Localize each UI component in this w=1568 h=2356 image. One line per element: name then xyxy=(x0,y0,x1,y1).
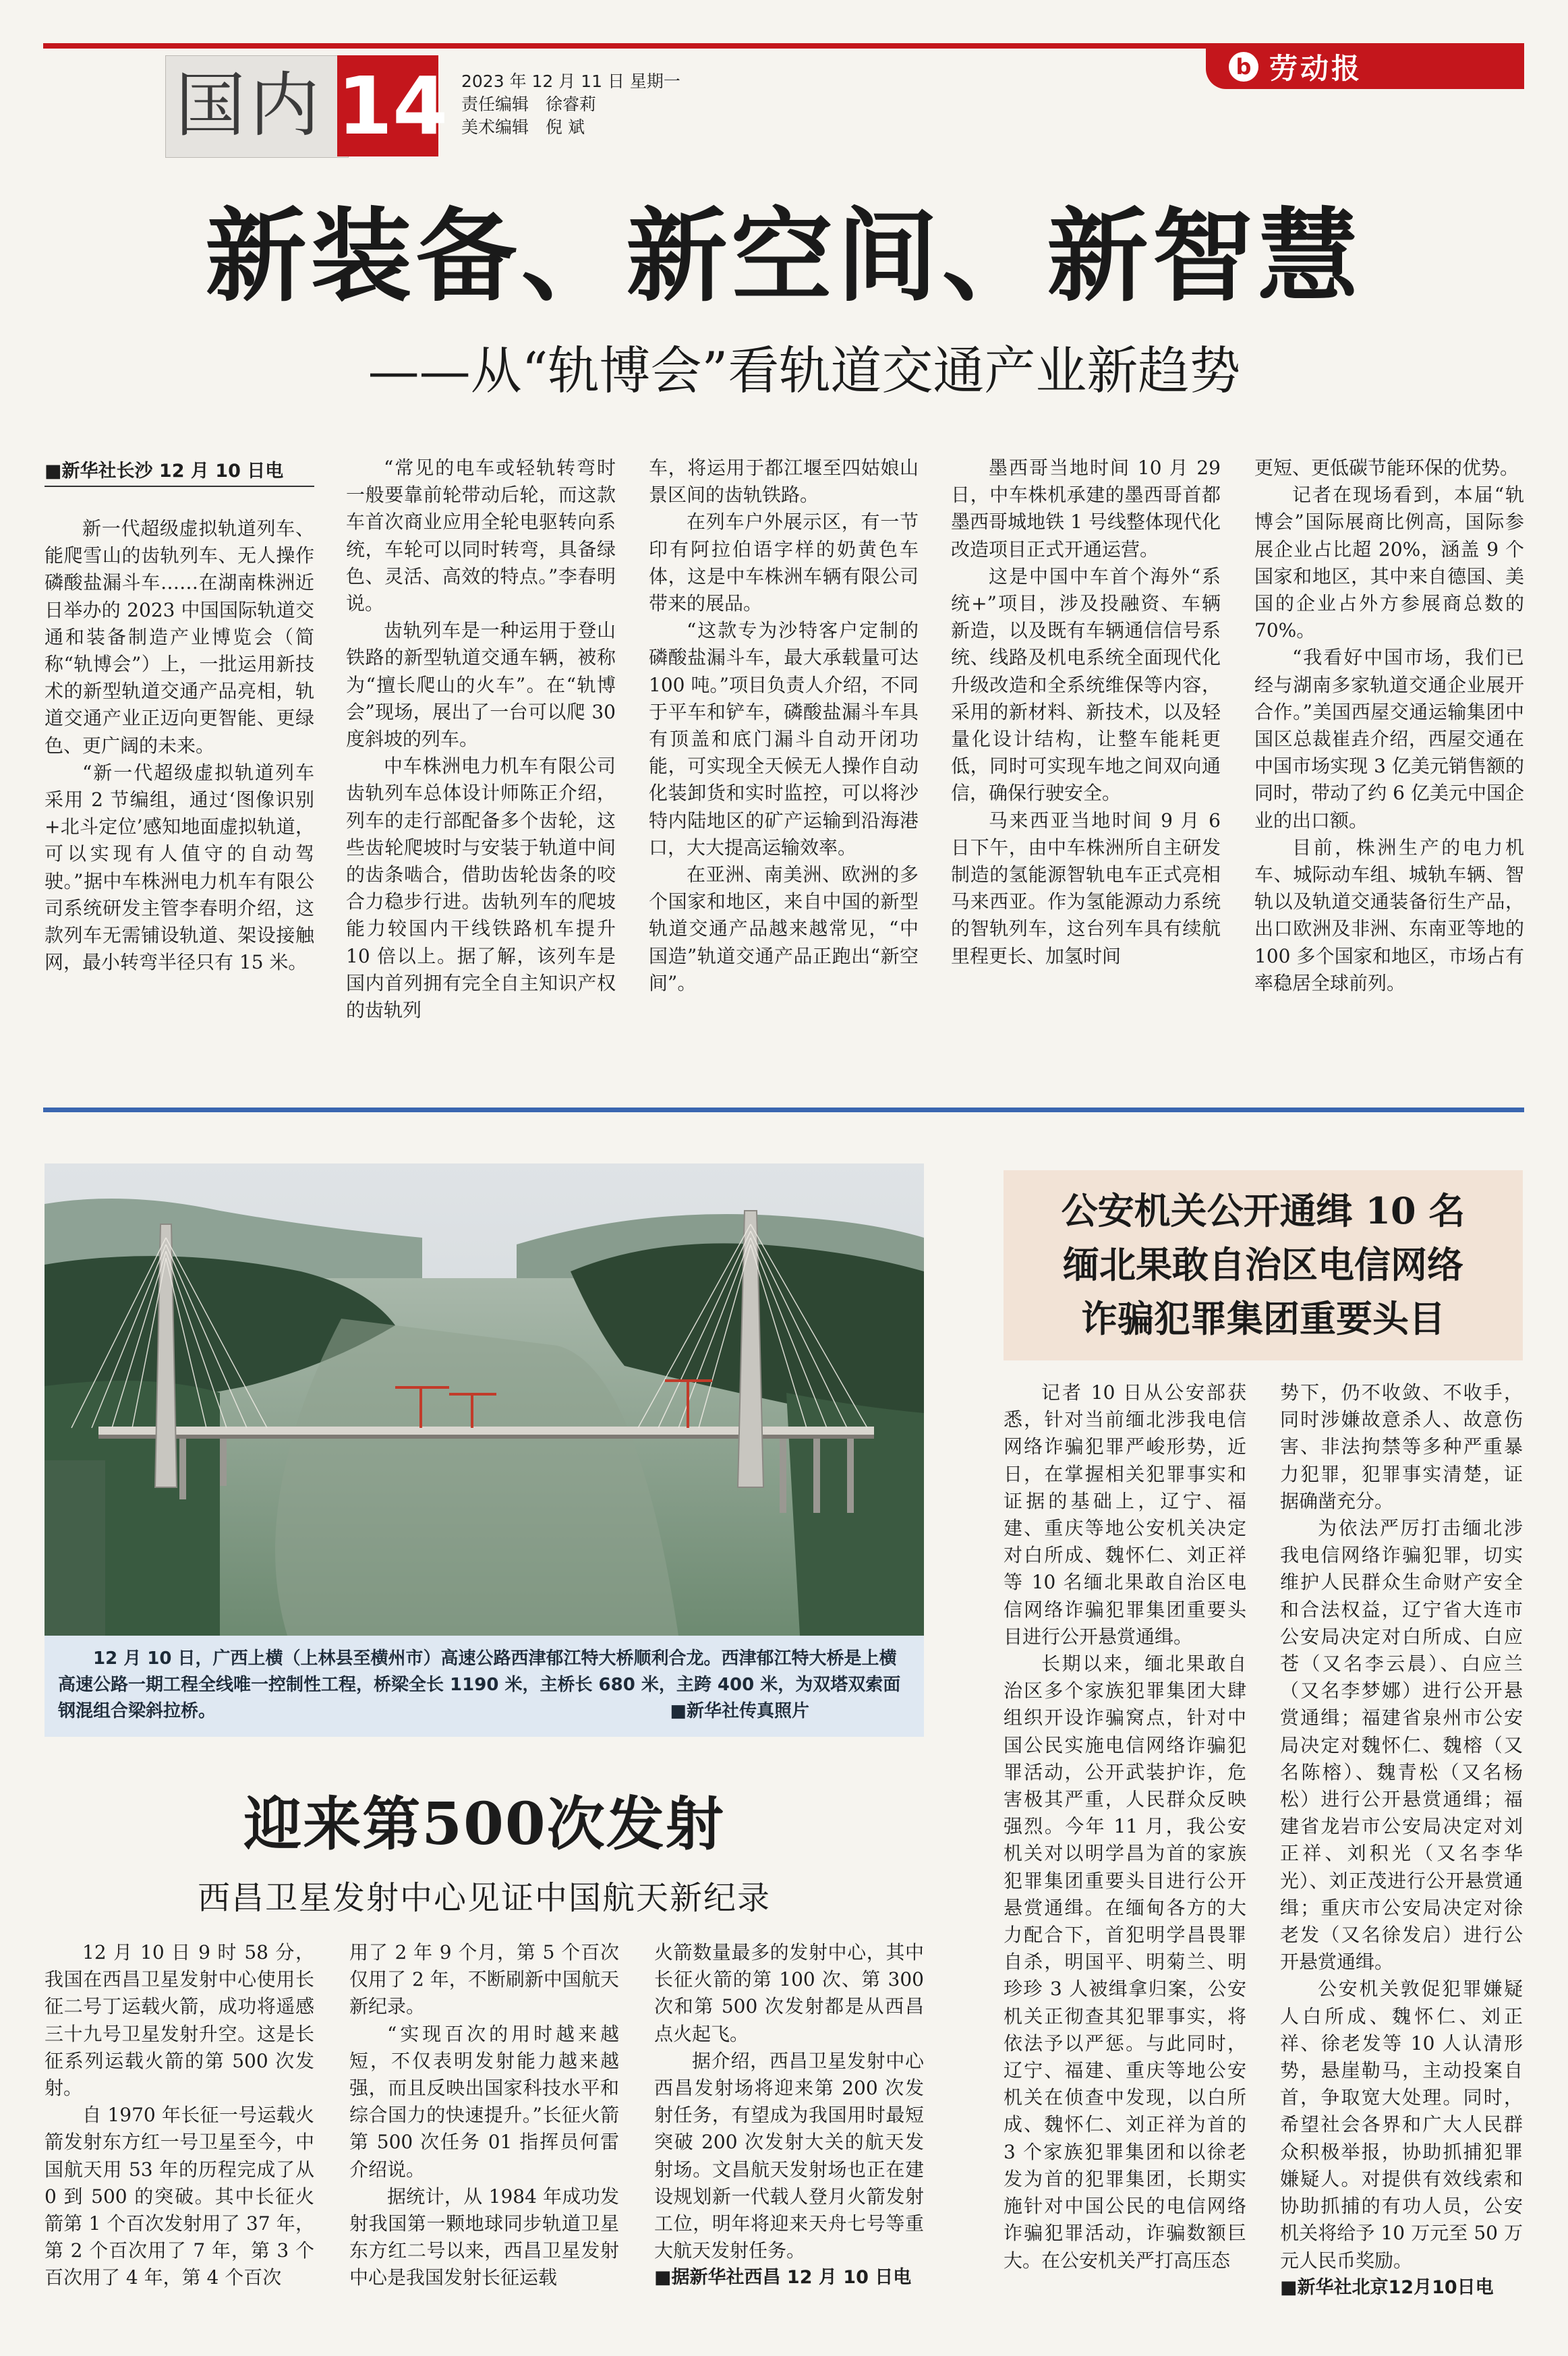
lead-column-3 xyxy=(649,455,919,997)
paragraph: 记者 10 日从公安部获悉，针对当前缅北涉我电信网络诈骗犯罪严峻形势，近日，在掌握相关犯罪事实和证据的基础上，辽宁、福建、重庆等地公安机关决定对白所成、魏怀仁、刘正祥等 10 名缅北果敢自治区电信网络诈骗犯罪集团重要头目进行公开悬赏通缉。 xyxy=(1004,1381,1246,1648)
photo-caption xyxy=(58,1646,910,1725)
paragraph: 火箭数量最多的发射中心，其中长征火箭的第 100 次、第 300 次和第 500 次发射都是从西昌点火起飞。 xyxy=(654,1941,924,2045)
paragraph: 马来西亚当地时间 9 月 6 日下午，由中车株洲所自主研发制造的氢能源智轨电车正式亮相马来西亚。作为氢能源动力系统的智轨列车，这台列车具有续航里程更长、加氢时间 xyxy=(951,809,1221,967)
issue-date: 2023 年 12 月 11 日 星期一 xyxy=(461,71,680,91)
paragraph: 在亚洲、南美洲、欧洲的多个国家和地区，来自中国的新型轨道交通产品越来越常见，“中国造”轨道交通产品正跑出“新空间”。 xyxy=(649,863,919,994)
police-column-1 xyxy=(1004,1379,1246,2274)
section-name: 国内 xyxy=(175,64,324,146)
launch-column-1 xyxy=(45,1939,314,2292)
paragraph: 据统计，从 1984 年成功发射我国第一颗地球同步轨道卫星东方红二号以来，西昌卫星发射中心是我国发射长征运载 xyxy=(349,2185,619,2289)
police-headline xyxy=(1004,1184,1523,1346)
launch-column-2 xyxy=(349,1939,619,2292)
lead-column-5 xyxy=(1254,455,1524,997)
paragraph: “我看好中国市场，我们已经与湖南多家轨道交通企业展开合作。”美国西屋交通运输集团中国区总裁崔垚介绍，西屋交通在中国市场实现 3 亿美元销售额的同时，带动了约 6 亿美元中国企业的出口额。 xyxy=(1254,646,1524,832)
police-dateline: ■新华社北京12月10日电 xyxy=(1280,2276,1494,2298)
lead-column-1 xyxy=(45,460,314,976)
paragraph: 更短、更低碳节能环保的优势。 xyxy=(1254,457,1519,479)
b-logo-icon: b xyxy=(1229,52,1258,82)
paragraph: 自 1970 年长征一号运载火箭发射东方红一号卫星至今，中国航天用 53 年的历程完成了从 0 到 500 的突破。其中长征火箭第 1 个百次发射用了 37 年，第 2 个百次用了 7 年，第 3 个百次用了 4 年，第 4 个百次 xyxy=(45,2104,314,2289)
police-column-2 xyxy=(1280,1379,1523,2301)
paragraph: 长期以来，缅北果敢自治区多个家族犯罪集团大肆组织开设诈骗窝点，针对中国公民实施电信网络诈骗犯罪活动，公开武装护诈，危害极其严重，人民群众反映强烈。今年 11 月，我公安机关对以明学昌为首的家族犯罪集团重要头目进行公开悬赏通缉。在缅甸各方的大力配合下，首犯明学昌畏罪自杀，明国平、明菊兰、明珍珍 3 人被缉拿归案，公安机关正彻查其犯罪事实，将依法予以严惩。与此同时，辽宁、福建、重庆等地公安机关在侦查中发现，以白所成、魏怀仁、刘正祥为首的 3 个家族犯罪集团和以徐老发为首的犯罪集团，长期实施针对中国公民的电信网络诈骗犯罪活动，诈骗数额巨大。在公安机关严打高压态 xyxy=(1004,1653,1246,2272)
bridge-photo-illustration xyxy=(45,1163,924,1636)
paragraph: 这是中国中车首个海外“系统+”项目，涉及投融资、车辆新造，以及既有车辆通信信号系统、线路及机电系统全面现代化升级改造和全系统维保等内容，采用的新材料、新技术，以及轻量化设计结构，让整车能耗更低，同时可实现车地之间双向通信，确保行驶安全。 xyxy=(951,565,1221,805)
responsible-editor: 责任编辑 徐睿莉 xyxy=(461,94,597,114)
launch-headline: 迎来第500次发射 xyxy=(243,1790,725,1858)
paragraph: 目前，株洲生产的电力机车、城际动车组、城轨车辆、智轨以及轨道交通装备衍生产品，出口欧洲及非洲、东南亚等地的 100 多个国家和地区，市场占有率稳居全球前列。 xyxy=(1254,836,1524,994)
newspaper-logo[interactable] xyxy=(1206,45,1524,89)
lead-headline: 新装备、新空间、新智慧 xyxy=(205,197,1363,316)
paragraph: 齿轨列车是一种运用于登山铁路的新型轨道交通车辆，被称为“擅长爬山的火车”。在“轨博会”现场，展出了一台可以爬 30 度斜坡的列车。 xyxy=(346,619,616,751)
paragraph: 墨西哥当地时间 10 月 29 日，中车株机承建的墨西哥首都墨西哥城地铁 1 号线整体现代化改造项目正式开通运营。 xyxy=(951,457,1221,561)
paragraph: 在列车户外展示区，有一节印有阿拉伯语字样的奶黄色车体，这是中车株洲车辆有限公司带来的展品。 xyxy=(649,511,919,615)
page-number: 14 xyxy=(337,55,438,156)
art-editor: 美术编辑 倪 斌 xyxy=(461,117,585,137)
lead-dateline: ■新华社长沙 12 月 10 日电 xyxy=(45,460,314,487)
police-headline-line: 诈骗犯罪集团重要头目 xyxy=(1081,1297,1445,1340)
section-divider xyxy=(43,1108,1524,1112)
paragraph: 中车株洲电力机车有限公司齿轨列车总体设计师陈正介绍，列车的走行部配备多个齿轮，这些齿轮爬坡时与安装于轨道中间的齿条啮合，借助齿轮齿条的咬合力稳步行进。齿轨列车的爬坡能力较国内干线铁路机车提升 10 倍以上。据了解，该列车是国内首列拥有完全自主知识产权的齿轨列 xyxy=(346,755,616,1022)
paragraph: “这款专为沙特客户定制的磷酸盐漏斗车，最大承载量可达 100 吨。”项目负责人介绍，不同于平车和铲车，磷酸盐漏斗车具有顶盖和底门漏斗自动开闭功能，可实现全天候无人操作自动化装卸货和实时监控，可以将沙特内陆地区的矿产运输到沿海港口，大大提高运输效率。 xyxy=(649,619,919,859)
lead-subheadline: ——从“轨博会”看轨道交通产业新趋势 xyxy=(368,341,1241,401)
launch-column-3 xyxy=(654,1939,924,2292)
newspaper-name: 劳动报 xyxy=(1269,52,1363,85)
lead-column-4 xyxy=(951,455,1221,970)
paragraph: 用了 2 年 9 个月，第 5 个百次仅用了 2 年，不断刷新中国航天新纪录。 xyxy=(349,1941,619,2018)
paragraph: “常见的电车或轻轨转弯时一般要靠前轮带动后轮，而这款车首次商业应用全轮电驱转向系统，车轮可以同时转弯，具备绿色、灵活、高效的特点。”李春明说。 xyxy=(346,457,616,615)
police-headline-line: 公安机关公开通缉 10 名 xyxy=(1061,1189,1465,1232)
photo-credit: ■新华社传真照片 xyxy=(670,1701,809,1721)
paragraph: 12 月 10 日 9 时 58 分，我国在西昌卫星发射中心使用长征二号丁运载火箭，成功将遥感三十九号卫星发射升空。这是长征系列运载火箭的第 500 次发射。 xyxy=(45,1941,314,2100)
photo-caption-text: 12 月 10 日，广西上横（上林县至横州市）高速公路西津郁江特大桥顺利合龙。西津郁江特大桥是上横高速公路一期工程全线唯一控制性工程，桥梁全长 1190 米，主桥长 680 米，主跨 400 米，为双塔双索面钢混组合梁斜拉桥。 xyxy=(58,1648,901,1721)
bridge-photo[interactable] xyxy=(45,1163,924,1636)
paragraph: 公安机关敦促犯罪嫌疑人白所成、魏怀仁、刘正祥、徐老发等 10 人认清形势，悬崖勒马，主动投案自首，争取宽大处理。同时，希望社会各界和广大人民群众积极举报，协助抓捕犯罪嫌疑人。对提供有效线索和协助抓捕的有功人员，公安机关将给予 10 万元至 50 万元人民币奖励。 xyxy=(1280,1978,1523,2272)
paragraph: 车，将运用于都江堰至四姑娘山景区间的齿轨铁路。 xyxy=(649,457,919,507)
launch-dateline: ■据新华社西昌 12 月 10 日电 xyxy=(654,2267,912,2289)
paragraph: “新一代超级虚拟轨道列车采用 2 节编组，通过‘图像识别+北斗定位’感知地面虚拟轨道，可以实现有人值守的自动驾驶。”据中车株洲电力机车有限公司系统研发主管李春明介绍，这款列车无需铺设轨道、架设接触网，最小转弯半径只有 15 米。 xyxy=(45,761,314,974)
paragraph: 新一代超级虚拟轨道列车、能爬雪山的齿轨列车、无人操作磷酸盐漏斗车……在湖南株洲近日举办的 2023 中国国际轨道交通和装备制造产业博览会（简称“轨博会”）上，一批运用新技术的新型轨道交通产品亮相，轨道交通产业正迈向更智能、更绿色、更广阔的未来。 xyxy=(45,517,314,757)
lead-column-2 xyxy=(346,455,616,1024)
police-headline-line: 缅北果敢自治区电信网络 xyxy=(1063,1243,1463,1286)
paragraph: 势下，仍不收敛、不收手，同时涉嫌故意杀人、故意伤害、非法拘禁等多种严重暴力犯罪，犯罪事实清楚，证据确凿充分。 xyxy=(1280,1381,1523,1512)
paragraph: 据介绍，西昌卫星发射中心西昌发射场将迎来第 200 次发射任务，有望成为我国用时最短突破 200 次发射大关的航天发射场。文昌航天发射场也正在建设规划新一代载人登月火箭发射工位，明年将迎来天舟七号等重大航天发射任务。 xyxy=(654,2049,924,2262)
paragraph: 记者在现场看到，本届“轨博会”国际展商比例高，国际参展企业占比超 20%，涵盖 9 个国家和地区，其中来自德国、美国的企业占外方参展商总数的 70%。 xyxy=(1254,484,1524,642)
launch-subheadline: 西昌卫星发射中心见证中国航天新纪录 xyxy=(197,1879,771,1917)
paragraph: “实现百次的用时越来越短，不仅表明发射能力越来越强，而且反映出国家科技水平和综合国力的快速提升。”长征火箭第 500 次任务 01 指挥员何雷介绍说。 xyxy=(349,2022,619,2181)
paragraph: 为依法严厉打击缅北涉我电信网络诈骗犯罪，切实维护人民群众生命财产安全和合法权益，辽宁省大连市公安局决定对白所成、白应苍（又名李云晨）、白应兰（又名李梦娜）进行公开悬赏通缉；福建省泉州市公安局决定对魏怀仁、魏榕（又名陈榕）、魏青松（又名杨松）进行公开悬赏通缉；福建省龙岩市公安局决定对刘正祥、刘积光（又名李华光）、刘正茂进行公开悬赏通缉；重庆市公安局决定对徐老发（又名徐发启）进行公开悬赏通缉。 xyxy=(1280,1517,1523,1974)
